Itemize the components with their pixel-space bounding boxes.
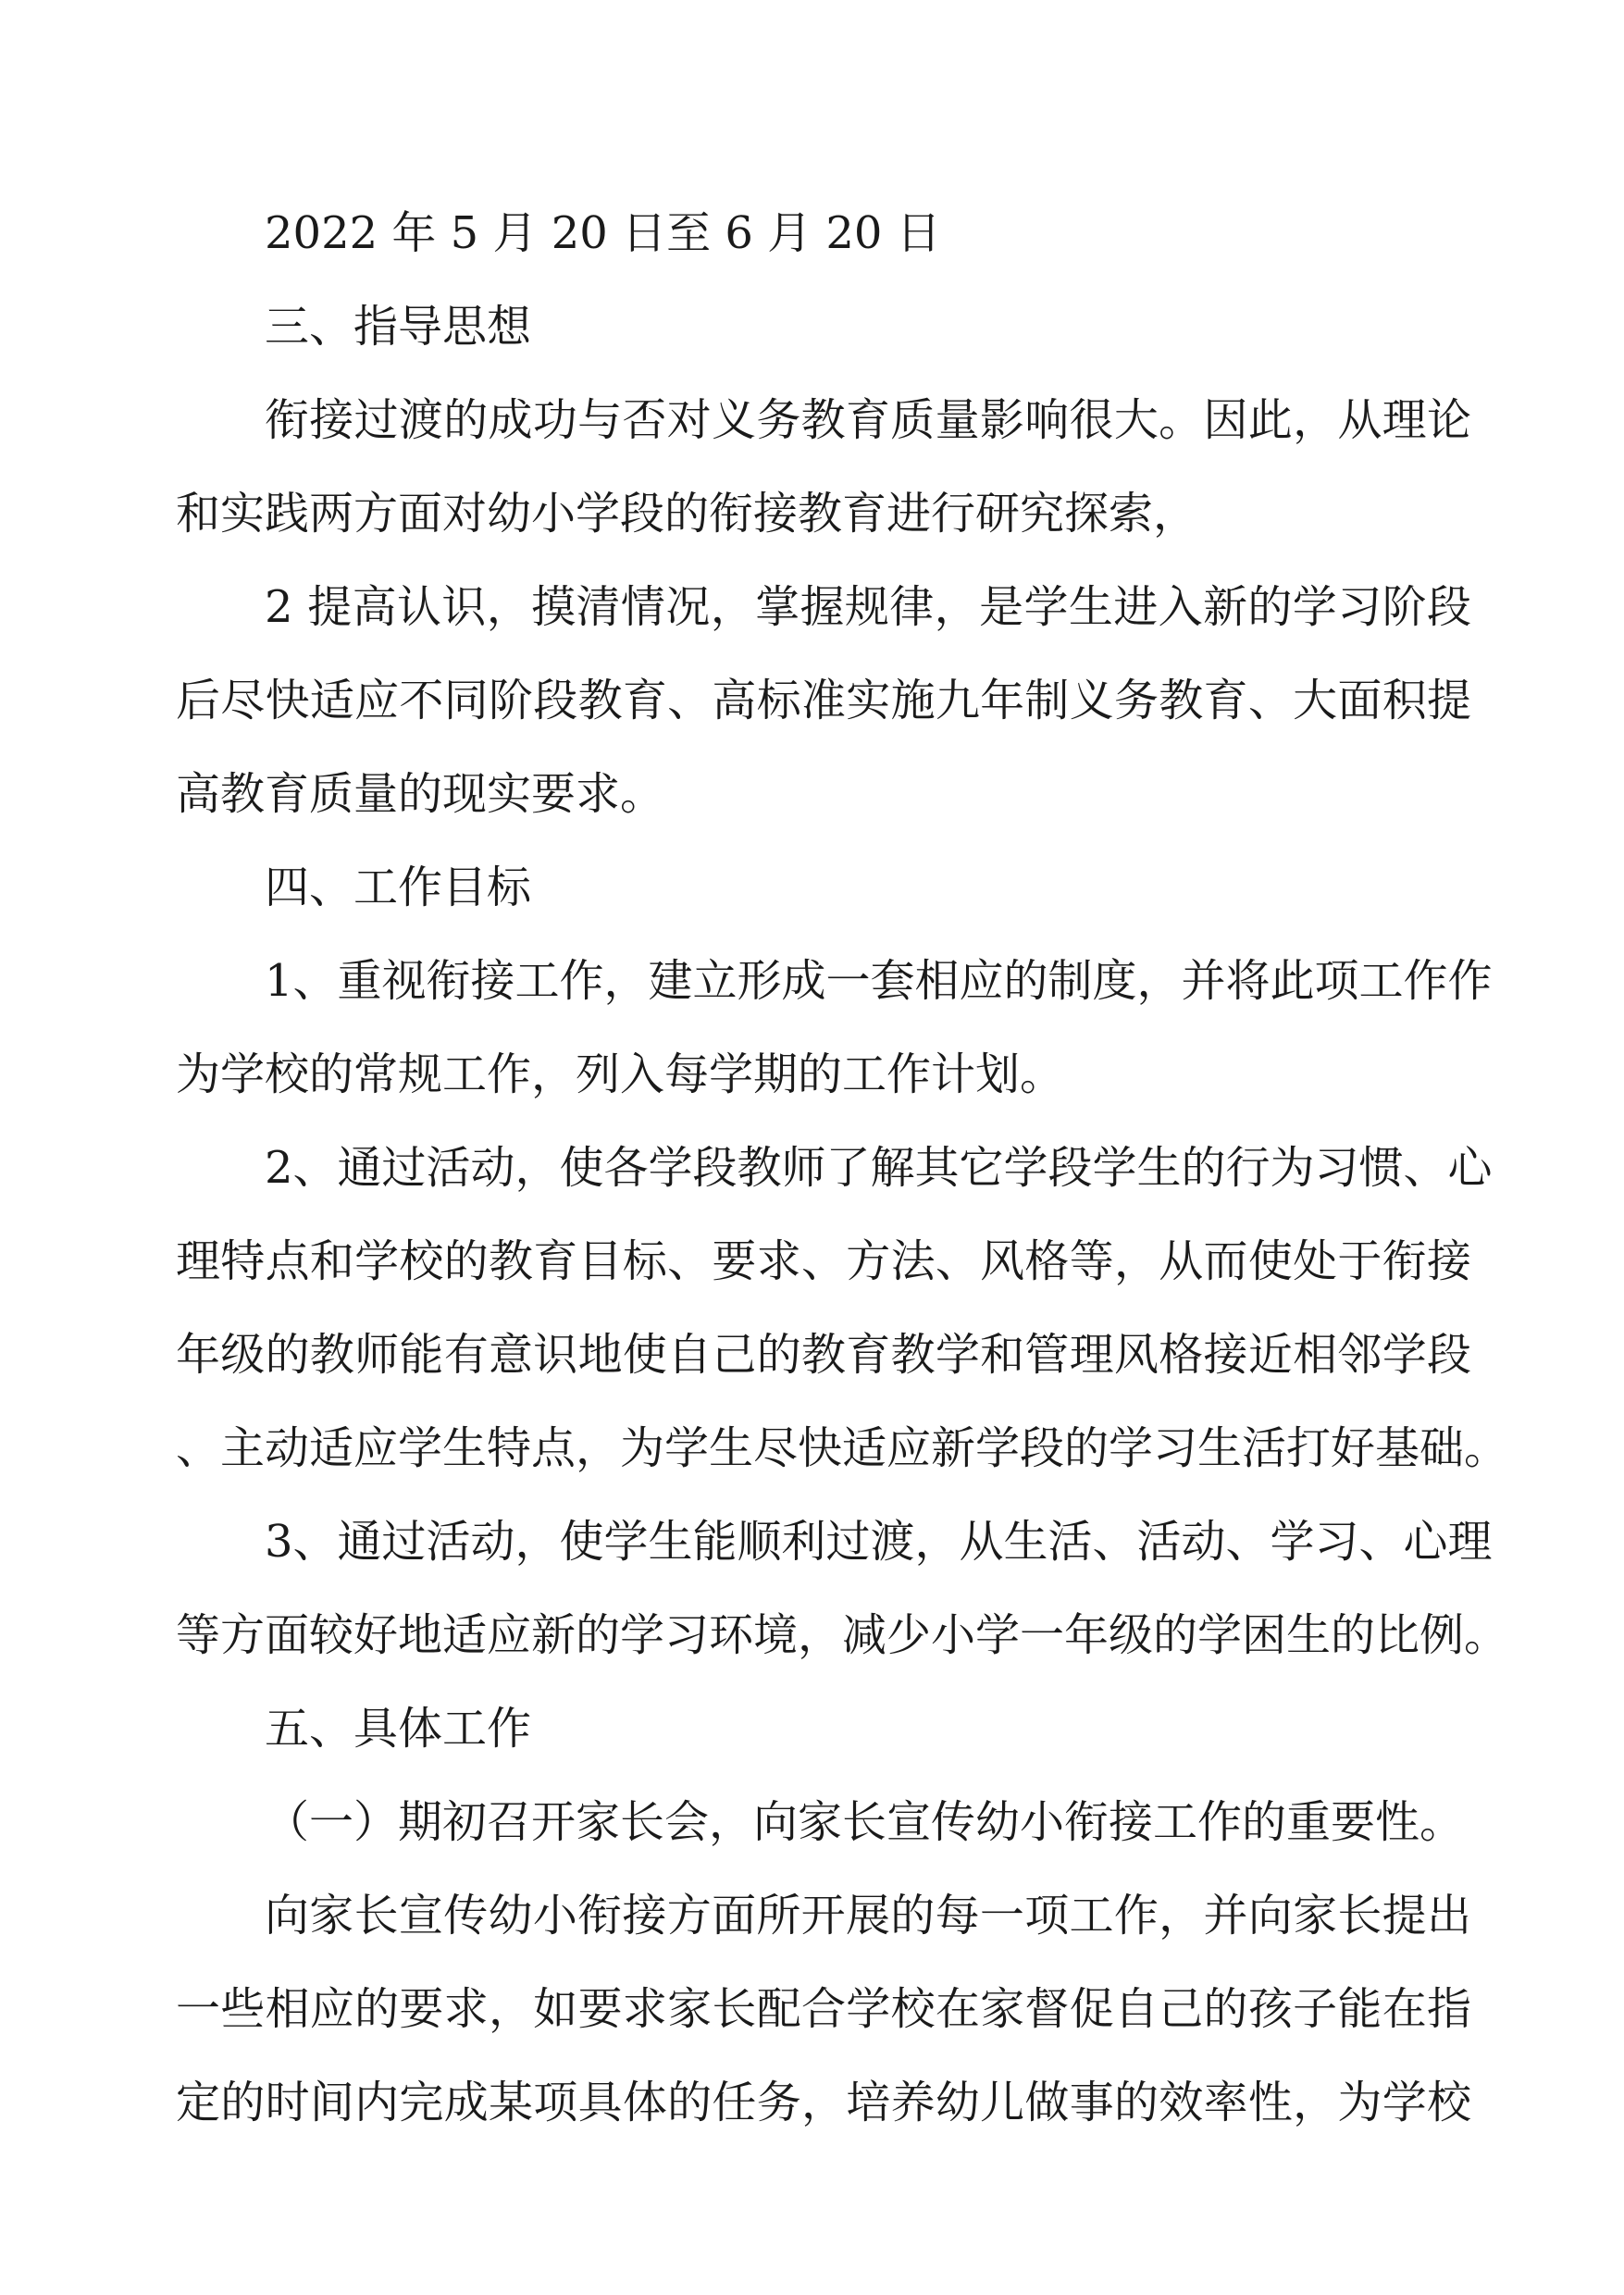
paragraph-line: 为学校的常规工作，列入每学期的工作计划。 — [176, 1048, 1065, 1100]
paragraph-line: 3、通过活动，使学生能顺利过渡，从生活、活动、学习、心理 — [265, 1516, 1493, 1568]
paragraph-line: 2、通过活动，使各学段教师了解其它学段学生的行为习惯、心 — [265, 1142, 1493, 1194]
paragraph-line: 、主动适应学生特点，为学生尽快适应新学段的学习生活打好基础。 — [176, 1422, 1509, 1474]
paragraph-line: 后尽快适应不同阶段教育、高标准实施九年制义务教育、大面积提 — [176, 675, 1471, 726]
paragraph-line: 年级的教师能有意识地使自己的教育教学和管理风格接近相邻学段 — [176, 1329, 1471, 1381]
paragraph-line: 2 提高认识，摸清情况，掌握规律，是学生进入新的学习阶段 — [265, 581, 1471, 633]
paragraph-line: 1、重视衔接工作，建立形成一套相应的制度，并将此项工作作 — [265, 955, 1493, 1007]
section-heading-guiding-thought: 三、指导思想 — [265, 301, 532, 353]
section-heading-specific-work: 五、具体工作 — [265, 1703, 532, 1755]
section-heading-work-goals: 四、工作目标 — [265, 862, 532, 913]
paragraph-line: 向家长宣传幼小衔接方面所开展的每一项工作，并向家长提出 — [265, 1890, 1471, 1941]
paragraph-line: 等方面较好地适应新的学习环境，减少小学一年级的学困生的比例。 — [176, 1609, 1509, 1661]
paragraph-line: 和实践两方面对幼小学段的衔接教育进行研究探索， — [176, 488, 1198, 540]
paragraph-line: 理特点和学校的教育目标、要求、方法、风格等，从而使处于衔接 — [176, 1235, 1471, 1287]
paragraph-line: 定的时间内完成某项具体的任务，培养幼儿做事的效率性，为学校 — [176, 2077, 1471, 2128]
paragraph-line: 高教育质量的现实要求。 — [176, 768, 665, 820]
subsection-heading: （一）期初召开家长会，向家长宣传幼小衔接工作的重要性。 — [265, 1796, 1465, 1848]
paragraph-line: 一些相应的要求，如要求家长配合学校在家督促自己的孩子能在指 — [176, 1983, 1471, 2035]
paragraph-line: 衔接过渡的成功与否对义务教育质量影响很大。因此，从理论 — [265, 394, 1471, 446]
date-range-line: 2022 年 5 月 20 日至 6 月 20 日 — [265, 207, 941, 259]
